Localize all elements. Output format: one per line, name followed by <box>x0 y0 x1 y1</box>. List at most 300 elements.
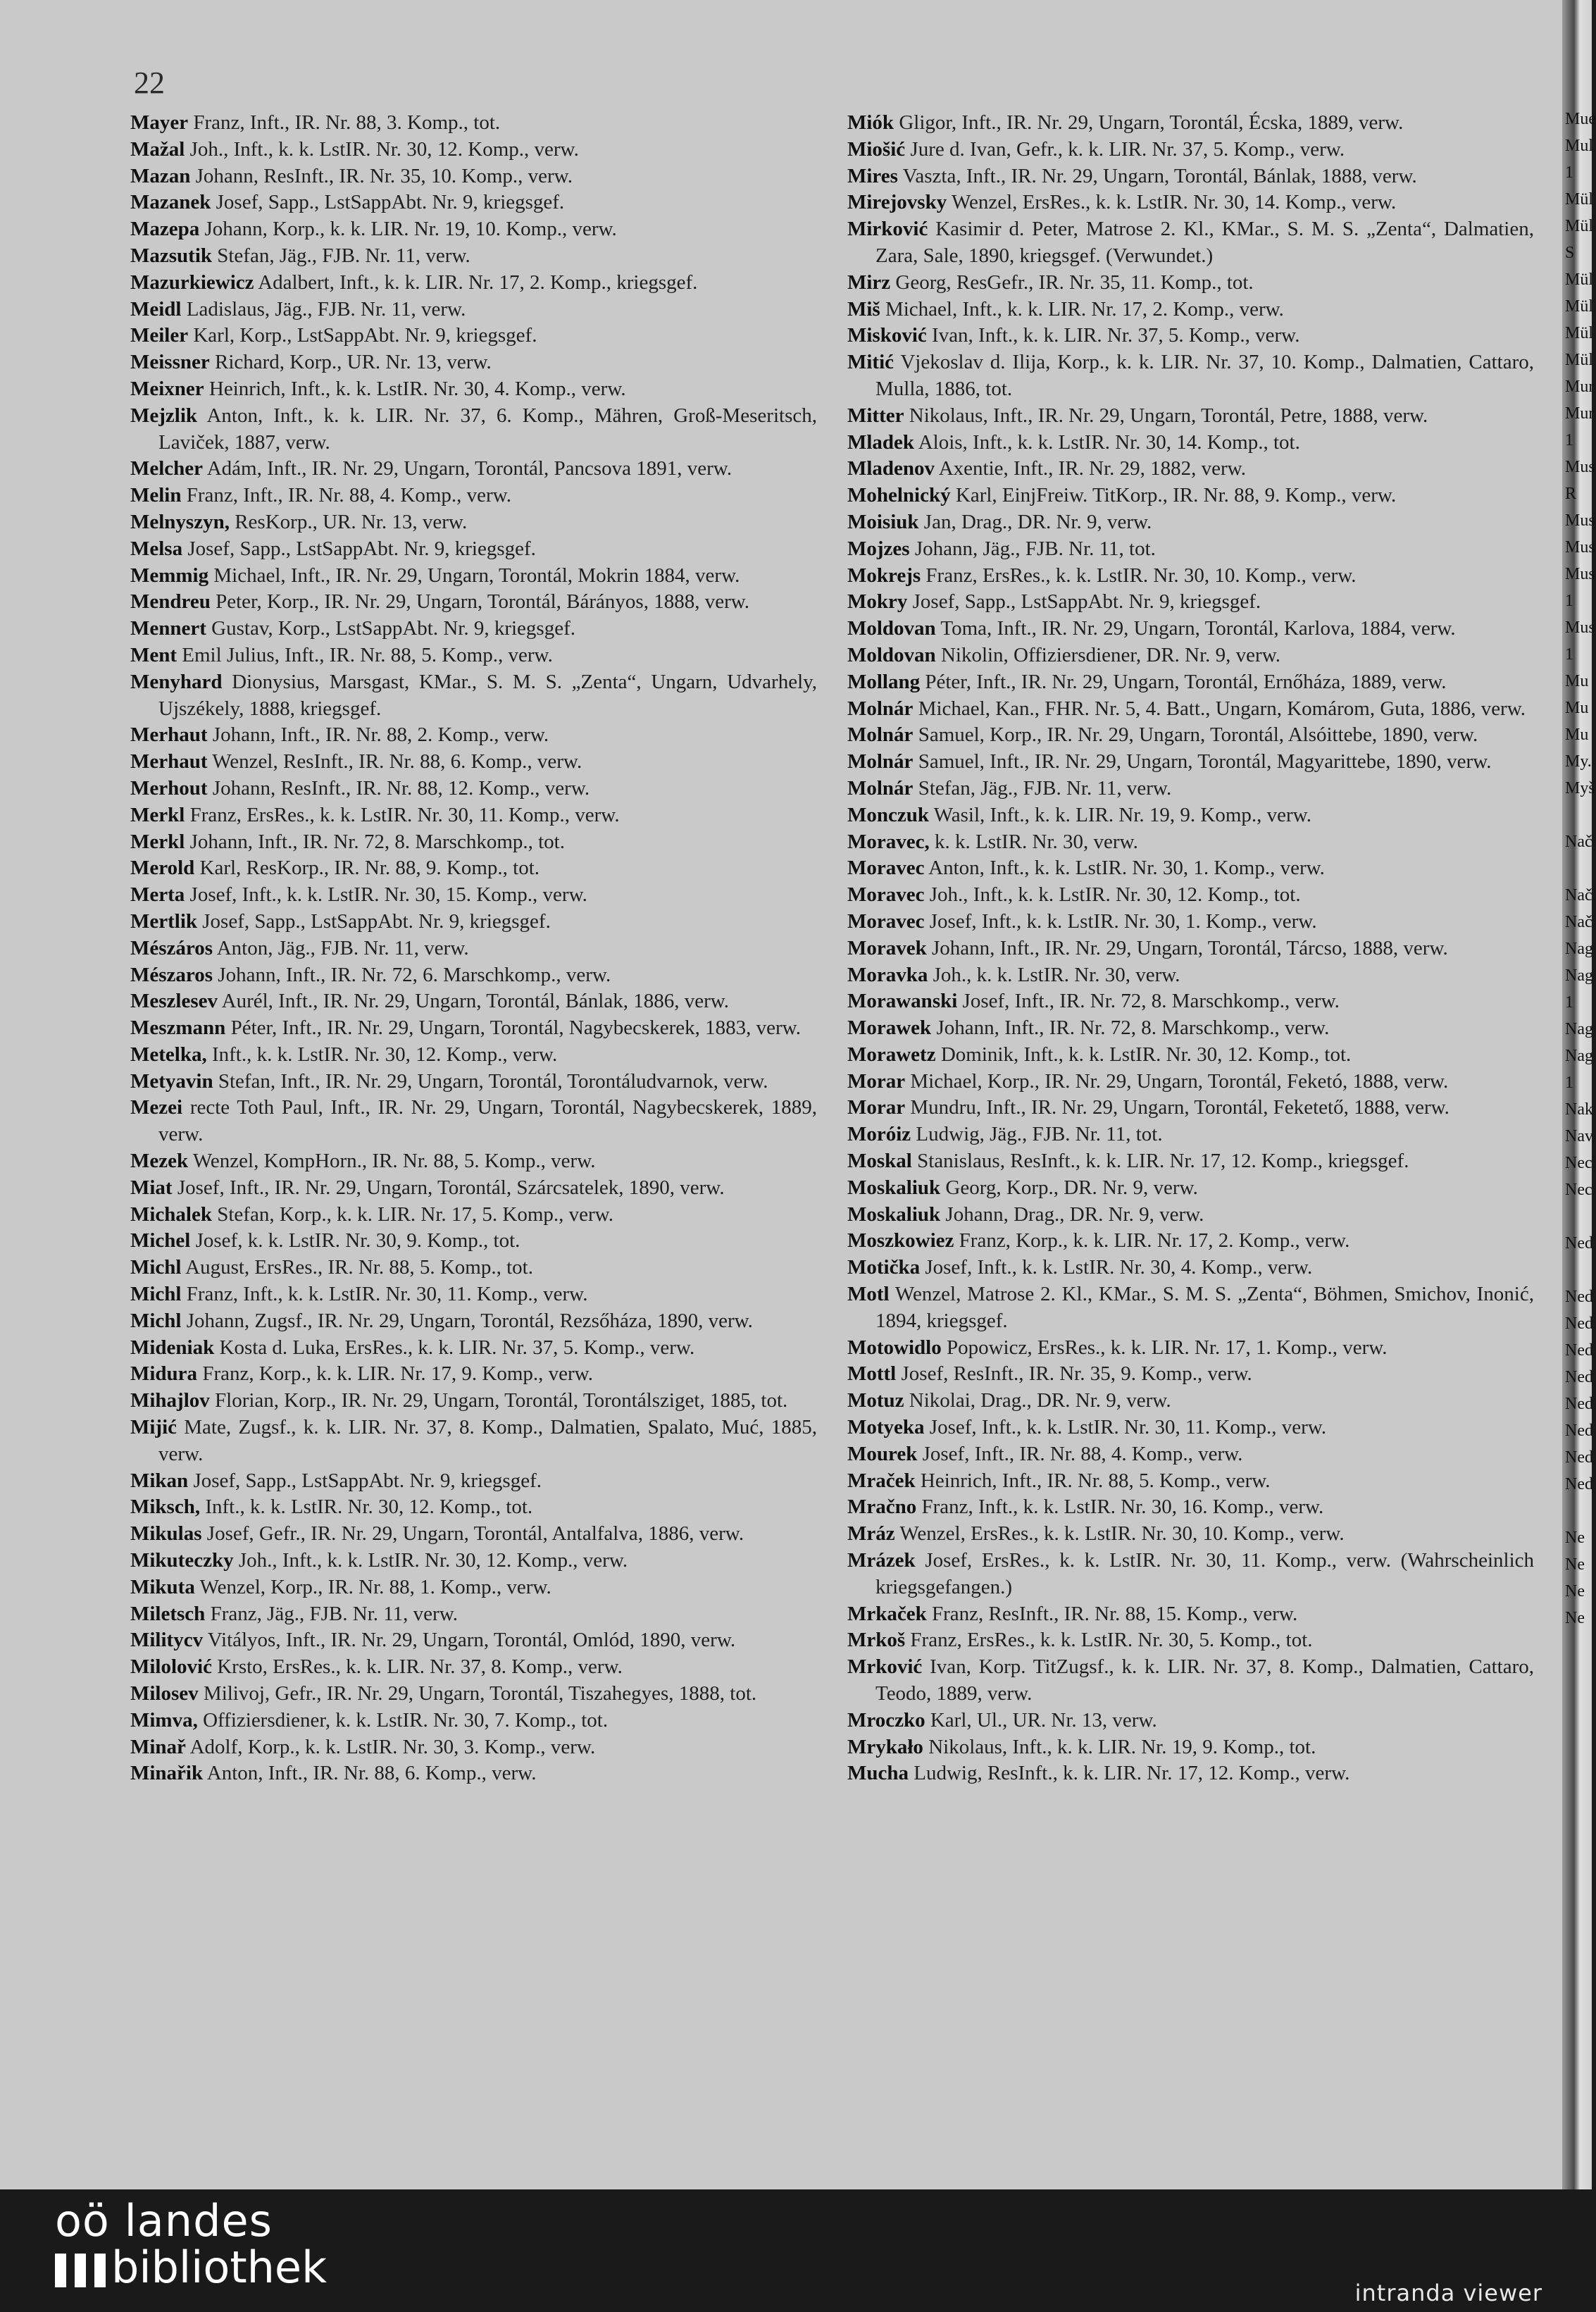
edge-fragment: Ned <box>1565 1288 1593 1306</box>
entry-surname: Moravec <box>847 909 925 933</box>
register-entry <box>847 1015 1534 1042</box>
entry-surname: Mrázek <box>847 1549 916 1572</box>
entry-surname: Moravec <box>847 883 925 907</box>
entry-details: Michael, Kan., FHR. Nr. 5, 4. Batt., Ungarn, Komárom, Guta, 1886, verw. <box>913 697 1526 720</box>
edge-fragment: Ne <box>1565 1529 1585 1547</box>
register-entry <box>130 776 817 802</box>
register-entry <box>847 1601 1534 1628</box>
register-entry <box>130 456 817 483</box>
entry-details: Stefan, Inft., IR. Nr. 29, Ungarn, Torontál, Torontáludvarnok, verw. <box>213 1069 768 1093</box>
register-entry <box>130 1734 817 1761</box>
entry-surname: Molnár <box>847 750 914 773</box>
entry-details: Michael, Inft., IR. Nr. 29, Ungarn, Torontál, Mokrin 1884, verw. <box>208 564 740 587</box>
entry-details: Dionysius, Marsgast, KMar., S. M. S. „Zenta“, Ungarn, Udvarhely, Ujszékely, 1888, kriegsgef. <box>158 670 817 720</box>
entry-details: Franz, Inft., k. k. LstIR. Nr. 30, 16. Komp., verw. <box>916 1496 1324 1519</box>
register-entry <box>847 669 1534 696</box>
entry-surname: Memmig <box>130 564 209 587</box>
entry-surname: Motl <box>847 1283 890 1306</box>
entry-details: Inft., k. k. LstIR. Nr. 30, 12. Komp., verw. <box>206 1043 558 1066</box>
entry-surname: Metyavin <box>130 1069 213 1093</box>
entry-details: k. k. LstIR. Nr. 30, verw. <box>929 830 1138 853</box>
entry-details: Nikolaus, Inft., IR. Nr. 29, Ungarn, Torontál, Petre, 1888, verw. <box>904 404 1428 427</box>
register-entry <box>847 909 1534 936</box>
entry-surname: Mazsutik <box>130 244 212 267</box>
edge-fragment: Mu <box>1565 699 1589 717</box>
entry-details: Franz, ErsRes., k. k. LstIR. Nr. 30, 5. Komp., tot. <box>905 1629 1313 1652</box>
entry-details: Johann, Inft., IR. Nr. 29, Ungarn, Torontál, Tárcso, 1888, verw. <box>926 936 1448 959</box>
entry-details: Josef, Inft., IR. Nr. 29, Ungarn, Torontál, Szárcsatelek, 1890, verw. <box>172 1176 725 1199</box>
entry-details: Josef, Inft., k. k. LstIR. Nr. 30, 1. Komp., verw. <box>924 909 1317 933</box>
entry-details: Popowicz, ErsRes., k. k. LIR. Nr. 17, 1. Komp., verw. <box>941 1336 1388 1359</box>
register-entry <box>847 1760 1534 1787</box>
register-entry <box>847 1281 1534 1335</box>
entry-details: Joh., Inft., k. k. LstIR. Nr. 30, 12. Komp., verw. <box>233 1549 628 1572</box>
entry-details: Wenzel, ErsRes., k. k. LstIR. Nr. 30, 14. Komp., verw. <box>947 191 1397 214</box>
entry-surname: Merkl <box>130 803 185 826</box>
entry-surname: Morar <box>847 1069 906 1093</box>
edge-fragment: Mül <box>1565 351 1594 369</box>
register-entry <box>130 1308 817 1335</box>
register-entry <box>847 855 1534 882</box>
register-entry <box>130 563 817 590</box>
edge-fragment: Mül <box>1565 297 1594 316</box>
entry-surname: Mottl <box>847 1362 897 1386</box>
entry-surname: Moravka <box>847 963 928 986</box>
register-entry <box>847 1388 1534 1415</box>
edge-fragment <box>1565 1498 1592 1524</box>
register-entry <box>847 722 1534 749</box>
entry-surname: Moskal <box>847 1150 912 1173</box>
register-entry <box>847 1228 1534 1255</box>
entry-surname: Mitter <box>847 404 904 427</box>
register-entry <box>847 749 1534 776</box>
register-entry <box>847 1521 1534 1548</box>
edge-fragment: 1 <box>1565 163 1573 182</box>
entry-surname: Michel <box>130 1229 191 1253</box>
entry-details: Franz, Korp., k. k. LIR. Nr. 17, 9. Komp., verw. <box>197 1362 593 1386</box>
edge-fragment: Ned <box>1565 1315 1593 1333</box>
entry-details: Michael, Korp., IR. Nr. 29, Ungarn, Torontál, Feketó, 1888, verw. <box>905 1069 1449 1093</box>
entry-details: Johann, Drag., DR. Nr. 9, verw. <box>940 1202 1204 1226</box>
entry-surname: Mrkaček <box>847 1602 927 1625</box>
entry-surname: Meiler <box>130 324 189 347</box>
logo-bars-icon <box>55 2254 107 2287</box>
register-entry <box>847 1361 1534 1388</box>
entry-surname: Melsa <box>130 537 183 560</box>
entry-details: Franz, Jäg., FJB. Nr. 11, verw. <box>205 1602 459 1625</box>
edge-fragment: Nag <box>1565 967 1593 985</box>
register-entry <box>847 1121 1534 1148</box>
entry-details: Johann, ResInft., IR. Nr. 35, 10. Komp., verw. <box>190 164 573 187</box>
entry-details: Florian, Korp., IR. Nr. 29, Ungarn, Torontál, Torontálsziget, 1885, tot. <box>209 1389 788 1412</box>
register-entry <box>847 1468 1534 1495</box>
entry-details: Richard, Korp., UR. Nr. 13, verw. <box>209 351 492 374</box>
entry-details: Stefan, Jäg., FJB. Nr. 11, verw. <box>913 776 1172 800</box>
edge-fragment: Myš <box>1565 779 1595 797</box>
entry-surname: Mertlik <box>130 909 198 933</box>
entry-details: Karl, Korp., LstSappAbt. Nr. 9, kriegsgef. <box>188 324 537 347</box>
register-entry <box>847 536 1534 563</box>
register-entry <box>130 1708 817 1734</box>
entry-surname: Mikan <box>130 1469 189 1492</box>
entry-details: Josef, ErsRes., k. k. LstIR. Nr. 30, 11. Komp., verw. (Wahrscheinlich kriegsgefangen.) <box>875 1549 1534 1598</box>
entry-details: Kasimir d. Peter, Matrose 2. Kl., KMar., S. M. S. „Zenta“, Dalmatien, Zara, Sale, 1890, kriegsgef. (Verwundet.) <box>875 218 1534 267</box>
entry-details: recte Toth Paul, Inft., IR. Nr. 29, Ungarn, Torontál, Nagybecskerek, 1889, verw. <box>158 1096 817 1146</box>
entry-details: Franz, ErsRes., k. k. LstIR. Nr. 30, 11. Komp., verw. <box>185 803 620 826</box>
entry-details: Stanislaus, ResInft., k. k. LIR. Nr. 17, 12. Komp., kriegsgef. <box>911 1150 1409 1173</box>
register-entry <box>130 1627 817 1654</box>
register-entry <box>130 110 817 137</box>
register-entry <box>130 1521 817 1548</box>
register-entry <box>847 189 1534 216</box>
edge-fragment: R <box>1565 485 1577 503</box>
edge-fragment: Mus <box>1565 458 1595 476</box>
register-entry <box>847 616 1534 642</box>
register-entry <box>130 1335 817 1362</box>
register-entry <box>130 589 817 616</box>
entry-surname: Mészaros <box>130 963 213 986</box>
register-entry <box>130 1681 817 1708</box>
register-entry <box>130 936 817 962</box>
register-entry <box>130 376 817 403</box>
entry-surname: Morawanski <box>847 990 958 1013</box>
entry-surname: Motyeka <box>847 1416 925 1439</box>
register-entry <box>130 722 817 749</box>
register-entry <box>847 988 1534 1015</box>
entry-surname: Moravec <box>847 857 925 880</box>
entry-details: Wenzel, ErsRes., k. k. LstIR. Nr. 30, 10. Komp., verw. <box>894 1522 1345 1546</box>
entry-details: Johann, Jäg., FJB. Nr. 11, tot. <box>909 537 1156 560</box>
register-entry <box>847 1335 1534 1362</box>
entry-surname: Mideniak <box>130 1336 215 1359</box>
edge-fragment: My. <box>1565 752 1592 771</box>
entry-details: Wasil, Inft., k. k. LIR. Nr. 19, 9. Komp., verw. <box>929 803 1311 826</box>
register-entry <box>130 1361 817 1388</box>
register-entry <box>847 216 1534 270</box>
entry-details: Anton, Inft., k. k. LIR. Nr. 37, 6. Komp., Mähren, Groß-Meseritsch, Laviček, 1887, verw. <box>158 404 817 454</box>
entry-details: Johann, Korp., k. k. LIR. Nr. 19, 10. Komp., verw. <box>199 218 617 241</box>
entry-details: Alois, Inft., k. k. LstIR. Nr. 30, 14. Komp., tot. <box>914 430 1300 454</box>
entry-surname: Miksch, <box>130 1496 201 1519</box>
register-entry <box>847 1441 1534 1468</box>
entry-details: Ludwig, Jäg., FJB. Nr. 11, tot. <box>911 1123 1163 1146</box>
edge-fragment: Nag <box>1565 1047 1593 1065</box>
entry-surname: Mejzlik <box>130 404 198 427</box>
edge-fragment <box>1565 802 1592 828</box>
entry-details: Anton, Inft., IR. Nr. 88, 6. Komp., verw. <box>203 1762 537 1785</box>
entry-details: Gustav, Korp., LstSappAbt. Nr. 9, kriegsgef. <box>206 617 575 640</box>
register-entry <box>847 483 1534 509</box>
edge-fragment: Ned <box>1565 1368 1593 1386</box>
entry-surname: Meixner <box>130 377 204 400</box>
entry-surname: Michl <box>130 1256 182 1279</box>
entry-details: Franz, Inft., IR. Nr. 88, 3. Komp., tot. <box>188 111 501 134</box>
entry-details: Stefan, Jäg., FJB. Nr. 11, verw. <box>212 244 470 267</box>
entry-details: Wenzel, KompHorn., IR. Nr. 88, 5. Komp., verw. <box>188 1150 596 1173</box>
entry-surname: Merold <box>130 857 195 880</box>
entry-surname: Miletsch <box>130 1602 206 1625</box>
entry-surname: Mračno <box>847 1496 917 1519</box>
entry-surname: Mayer <box>130 111 189 134</box>
entry-surname: Mikulas <box>130 1522 202 1546</box>
entry-surname: Mažal <box>130 137 185 161</box>
entry-surname: Miošić <box>847 137 906 161</box>
entry-surname: Michl <box>130 1309 182 1332</box>
entry-details: Anton, Jäg., FJB. Nr. 11, verw. <box>213 936 469 959</box>
edge-fragment: Nec <box>1565 1181 1592 1199</box>
entry-details: Johann, Inft., IR. Nr. 72, 8. Marschkomp., tot. <box>185 830 565 853</box>
register-entry <box>847 696 1534 723</box>
register-entry <box>130 616 817 642</box>
right-column <box>847 110 1534 1787</box>
register-entry <box>847 349 1534 403</box>
entry-details: Axentie, Inft., IR. Nr. 29, 1882, verw. <box>935 457 1246 480</box>
entry-details: Georg, ResGefr., IR. Nr. 35, 11. Komp., tot. <box>890 271 1254 294</box>
entry-surname: Meszlesev <box>130 990 218 1013</box>
register-entry <box>130 1228 817 1255</box>
register-entry <box>130 1015 817 1042</box>
edge-fragment: Ne <box>1565 1555 1585 1574</box>
edge-fragment: Mur <box>1565 378 1595 396</box>
register-entry <box>847 1255 1534 1281</box>
edge-fragment: Ned <box>1565 1422 1593 1440</box>
entry-details: Joh., k. k. LstIR. Nr. 30, verw. <box>928 963 1180 986</box>
next-page-edge-fragments <box>1565 106 1596 1632</box>
register-entry <box>130 882 817 909</box>
register-entry <box>130 1601 817 1628</box>
register-entry <box>130 988 817 1015</box>
edge-fragment <box>1565 855 1592 882</box>
entry-surname: Molnár <box>847 723 914 747</box>
register-entry <box>847 802 1534 829</box>
register-entry <box>130 1388 817 1415</box>
entry-details: Karl, ResKorp., IR. Nr. 88, 9. Komp., tot. <box>194 857 540 880</box>
entry-details: Wenzel, ResInft., IR. Nr. 88, 6. Komp., verw. <box>207 750 582 773</box>
entry-surname: Morar <box>847 1096 906 1119</box>
entry-surname: Miat <box>130 1176 173 1199</box>
register-entry <box>130 323 817 349</box>
register-entry <box>847 456 1534 483</box>
entry-details: Heinrich, Inft., IR. Nr. 88, 5. Komp., verw. <box>915 1469 1271 1492</box>
entry-details: Milivoj, Gefr., IR. Nr. 29, Ungarn, Torontál, Tiszahegyes, 1888, tot. <box>198 1682 757 1705</box>
entry-details: Peter, Korp., IR. Nr. 29, Ungarn, Torontál, Bárányos, 1888, verw. <box>210 590 750 614</box>
entry-details: Toma, Inft., IR. Nr. 29, Ungarn, Torontál, Karlova, 1884, verw. <box>935 617 1456 640</box>
entry-surname: Mirković <box>847 218 928 241</box>
register-entry <box>130 270 817 297</box>
entry-surname: Mikuteczky <box>130 1549 234 1572</box>
edge-fragment: Mül <box>1565 190 1594 209</box>
entry-surname: Moskaliuk <box>847 1176 941 1199</box>
entry-surname: Moldovan <box>847 617 936 640</box>
entry-details: Nikolaus, Inft., k. k. LIR. Nr. 19, 9. Komp., tot. <box>923 1735 1316 1758</box>
entry-surname: Metelka, <box>130 1043 207 1066</box>
register-entry <box>847 430 1534 456</box>
entry-details: Michael, Inft., k. k. LIR. Nr. 17, 2. Komp., verw. <box>880 297 1284 321</box>
register-entry <box>847 163 1534 190</box>
entry-surname: Mikuta <box>130 1575 195 1598</box>
edge-fragment <box>1565 1257 1592 1284</box>
entry-surname: Mladek <box>847 430 915 454</box>
entry-details: Josef, Sapp., LstSappAbt. Nr. 9, kriegsgef. <box>188 1469 542 1492</box>
register-entry <box>130 1281 817 1308</box>
register-entry <box>847 110 1534 137</box>
entry-surname: Milosev <box>130 1682 199 1705</box>
entry-surname: Moravek <box>847 936 927 959</box>
edge-fragment: Nač <box>1565 833 1592 851</box>
entry-surname: Mazanek <box>130 191 211 214</box>
entry-details: Johann, Inft., IR. Nr. 72, 8. Marschkomp., verw. <box>931 1017 1330 1040</box>
entry-details: August, ErsRes., IR. Nr. 88, 5. Komp., tot. <box>181 1256 533 1279</box>
entry-surname: Merkl <box>130 830 185 853</box>
entry-surname: Miš <box>847 297 880 321</box>
register-entry <box>847 270 1534 297</box>
entry-details: Stefan, Korp., k. k. LIR. Nr. 17, 5. Komp., verw. <box>212 1202 613 1226</box>
edge-fragment: Mur <box>1565 404 1595 423</box>
register-entry <box>847 297 1534 323</box>
register-entry <box>847 1548 1534 1601</box>
register-entry <box>130 642 817 669</box>
register-entry <box>130 163 817 190</box>
register-entry <box>847 776 1534 802</box>
edge-fragment: Mül <box>1565 324 1594 342</box>
entry-surname: Mohelnický <box>847 484 951 507</box>
register-entry <box>130 829 817 856</box>
entry-details: Ivan, Inft., k. k. LIR. Nr. 37, 5. Komp., verw. <box>926 324 1300 347</box>
edge-fragment: 1 <box>1565 993 1573 1012</box>
left-column <box>130 110 817 1787</box>
entry-details: Anton, Inft., k. k. LstIR. Nr. 30, 1. Komp., verw. <box>924 857 1325 880</box>
entry-details: Josef, Inft., k. k. LstIR. Nr. 30, 11. Komp., verw. <box>924 1416 1327 1439</box>
register-entry <box>130 1654 817 1681</box>
entry-details: Franz, Inft., k. k. LstIR. Nr. 30, 11. Komp., verw. <box>181 1283 588 1306</box>
edge-fragment: Mül <box>1565 271 1594 289</box>
edge-fragment: Ned <box>1565 1475 1593 1493</box>
entry-surname: Moisiuk <box>847 510 919 533</box>
entry-details: Péter, Inft., IR. Nr. 29, Ungarn, Torontál, Nagybecskerek, 1883, verw. <box>225 1017 801 1040</box>
entry-surname: Mires <box>847 164 898 187</box>
entry-details: Adolf, Korp., k. k. LstIR. Nr. 30, 3. Komp., verw. <box>185 1735 596 1758</box>
entry-surname: Ment <box>130 643 177 666</box>
edge-fragment: 1 <box>1565 431 1573 449</box>
register-entry <box>130 669 817 723</box>
register-entry <box>847 509 1534 536</box>
register-entry <box>130 536 817 563</box>
entry-details: Adalbert, Inft., k. k. LIR. Nr. 17, 2. Komp., kriegsgef. <box>254 271 698 294</box>
edge-fragment: Ned <box>1565 1341 1593 1360</box>
register-entry <box>847 1415 1534 1441</box>
entry-details: Johann, ResInft., IR. Nr. 88, 12. Komp., verw. <box>207 776 590 800</box>
register-entry <box>847 1654 1534 1708</box>
entry-surname: Mirz <box>847 271 891 294</box>
entry-details: Josef, Inft., IR. Nr. 88, 4. Komp., verw. <box>917 1442 1243 1465</box>
entry-details: Aurél, Inft., IR. Nr. 29, Ungarn, Torontál, Bánlak, 1886, verw. <box>218 990 730 1013</box>
entry-surname: Moszkowiez <box>847 1229 954 1253</box>
entry-surname: Melnyszyn, <box>130 510 230 533</box>
register-entry <box>847 1202 1534 1229</box>
register-entry <box>130 855 817 882</box>
entry-surname: Minařik <box>130 1762 204 1785</box>
edge-fragment: Mus <box>1565 565 1595 583</box>
register-entry <box>847 323 1534 349</box>
register-entry <box>130 909 817 936</box>
register-entry <box>847 1627 1534 1654</box>
edge-fragment: Nag <box>1565 940 1593 958</box>
library-logo <box>55 2195 327 2293</box>
entry-details: Heinrich, Inft., k. k. LstIR. Nr. 30, 4. Komp., verw. <box>204 377 626 400</box>
entry-details: Gligor, Inft., IR. Nr. 29, Ungarn, Torontál, Écska, 1889, verw. <box>894 111 1404 134</box>
entry-surname: Mojzes <box>847 537 910 560</box>
logo-line-1: oö landes <box>55 2195 273 2246</box>
entry-surname: Motuz <box>847 1389 904 1412</box>
entry-surname: Mirejovsky <box>847 191 947 214</box>
entry-details: Vitályos, Inft., IR. Nr. 29, Ungarn, Torontál, Omlód, 1890, verw. <box>203 1629 736 1652</box>
entry-details: Ivan, Korp. TitZugsf., k. k. LIR. Nr. 37, 8. Komp., Dalmatien, Cattaro, Teodo, 1889, verw. <box>875 1655 1534 1705</box>
entry-surname: Merhaut <box>130 723 208 747</box>
entry-details: Franz, Inft., IR. Nr. 88, 4. Komp., verw. <box>181 484 511 507</box>
entry-surname: Merhout <box>130 776 208 800</box>
entry-surname: Moldovan <box>847 643 936 666</box>
entry-surname: Mazurkiewicz <box>130 271 254 294</box>
entry-surname: Mihajlov <box>130 1389 210 1412</box>
edge-fragment: Ned <box>1565 1234 1593 1253</box>
entry-details: Inft., k. k. LstIR. Nr. 30, 12. Komp., tot. <box>200 1496 533 1519</box>
entry-details: Samuel, Korp., IR. Nr. 29, Ungarn, Torontál, Alsóittebe, 1890, verw. <box>913 723 1478 747</box>
register-entry <box>847 563 1534 590</box>
edge-fragment: Nak <box>1565 1100 1593 1119</box>
register-entry <box>130 1255 817 1281</box>
register-entry <box>130 1548 817 1574</box>
edge-fragment: Ne <box>1565 1609 1585 1627</box>
entry-surname: Mezek <box>130 1150 189 1173</box>
entry-details: Emil Julius, Inft., IR. Nr. 88, 5. Komp., verw. <box>177 643 553 666</box>
register-entry <box>847 403 1534 430</box>
entry-details: Josef, Sapp., LstSappAbt. Nr. 9, kriegsgef. <box>197 909 551 933</box>
register-entry <box>847 882 1534 909</box>
entry-surname: Mráz <box>847 1522 895 1546</box>
entry-details: Jure d. Ivan, Gefr., k. k. LIR. Nr. 37, 5. Komp., verw. <box>905 137 1345 161</box>
register-entry <box>130 1095 817 1148</box>
entry-details: Josef, Sapp., LstSappAbt. Nr. 9, kriegsgef. <box>907 590 1261 614</box>
entry-surname: Mraček <box>847 1469 916 1492</box>
entry-surname: Mucha <box>847 1762 909 1785</box>
viewer-label: intranda viewer <box>1354 2280 1542 2306</box>
edge-fragment: Mül <box>1565 217 1594 235</box>
entry-surname: Mourek <box>847 1442 918 1465</box>
register-entry <box>847 1708 1534 1734</box>
register-entry <box>130 216 817 243</box>
edge-fragment: Nec <box>1565 1154 1592 1172</box>
entry-surname: Militycv <box>130 1629 204 1652</box>
entry-surname: Minař <box>130 1735 186 1758</box>
edge-fragment: Mu <box>1565 726 1589 744</box>
entry-surname: Mennert <box>130 617 206 640</box>
edge-fragment: Nav <box>1565 1127 1593 1145</box>
entry-surname: Molnár <box>847 776 914 800</box>
entry-details: Josef, Inft., IR. Nr. 72, 8. Marschkomp., verw. <box>957 990 1340 1013</box>
edge-fragment: Mus <box>1565 538 1595 557</box>
register-entry <box>130 509 817 536</box>
register-entry <box>130 243 817 270</box>
edge-fragment: Nač <box>1565 886 1592 905</box>
entry-details: Johann, Inft., IR. Nr. 72, 6. Marschkomp., verw. <box>213 963 611 986</box>
register-entry <box>130 1760 817 1787</box>
entry-details: Jan, Drag., DR. Nr. 9, verw. <box>918 510 1152 533</box>
entry-details: Josef, Sapp., LstSappAbt. Nr. 9, kriegsgef. <box>211 191 565 214</box>
entry-surname: Milolović <box>130 1655 212 1679</box>
register-entry <box>847 1175 1534 1202</box>
entry-details: Karl, Ul., UR. Nr. 13, verw. <box>925 1708 1157 1732</box>
entry-surname: Meszmann <box>130 1017 226 1040</box>
